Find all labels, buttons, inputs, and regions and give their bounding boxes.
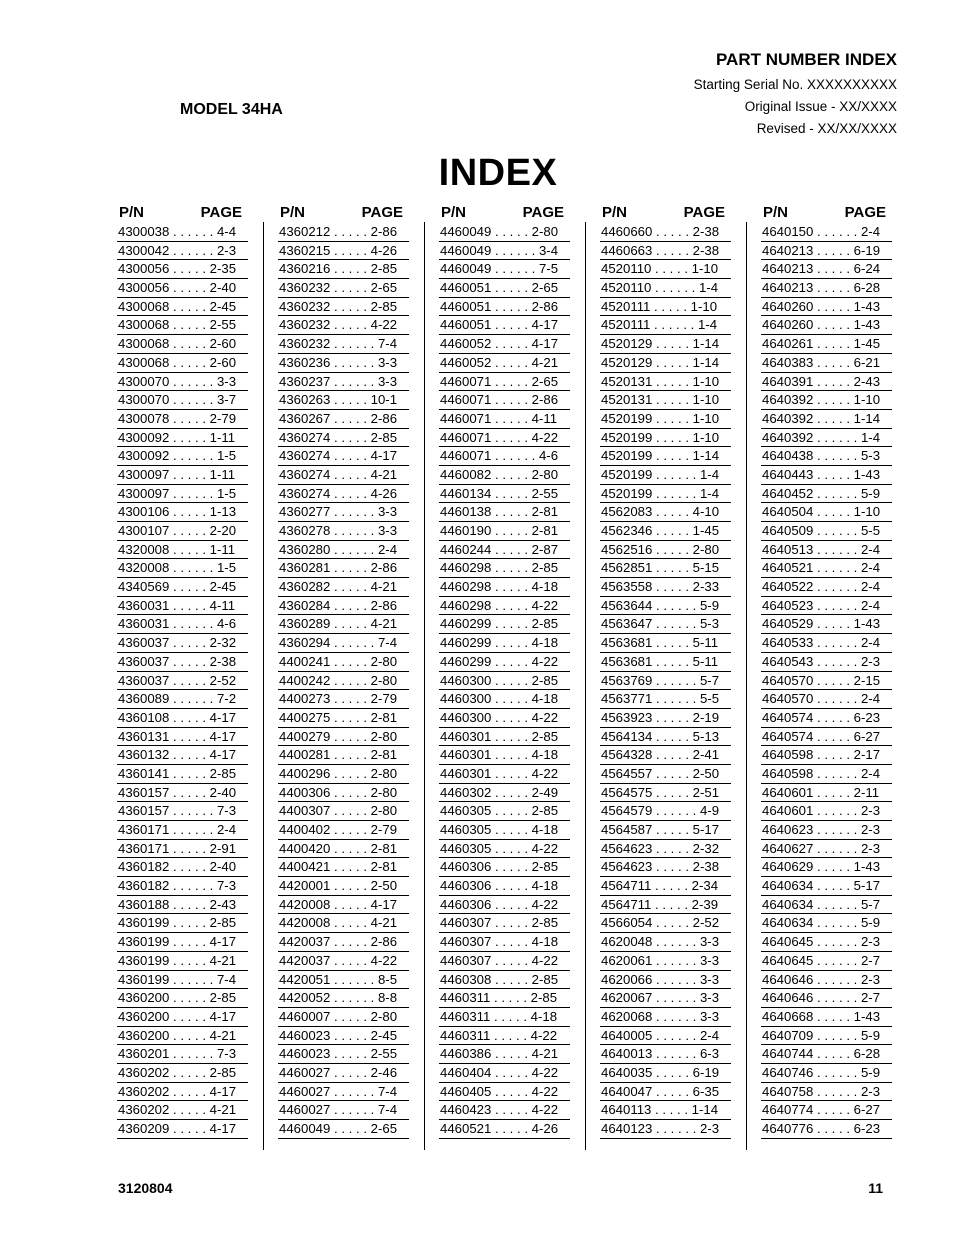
index-entry: 4300068 . . . . . 2-45 bbox=[117, 298, 248, 317]
index-entry: 4640513 . . . . . . 2-4 bbox=[761, 541, 892, 560]
index-entry: 4564579 . . . . . . 4-9 bbox=[600, 802, 731, 821]
index-entry: 4460660 . . . . . 2-38 bbox=[600, 223, 731, 242]
index-entry: 4460298 . . . . . 4-22 bbox=[439, 597, 570, 616]
index-entry: 4460300 . . . . . 4-22 bbox=[439, 709, 570, 728]
index-entry: 4460300 . . . . . 4-18 bbox=[439, 690, 570, 709]
column-header-pn: P/N bbox=[763, 204, 789, 221]
index-entry: 4640645 . . . . . . 2-7 bbox=[761, 952, 892, 971]
index-entry: 4640709 . . . . . . 5-9 bbox=[761, 1027, 892, 1046]
index-entry: 4360278 . . . . . . 3-3 bbox=[278, 522, 409, 541]
index-entry: 4360209 . . . . . 4-17 bbox=[117, 1120, 248, 1139]
index-column bbox=[761, 203, 892, 1139]
index-entry: 4640634 . . . . . 5-17 bbox=[761, 877, 892, 896]
index-entry: 4300092 . . . . . 1-11 bbox=[117, 429, 248, 448]
index-entry: 4460306 . . . . . 4-22 bbox=[439, 896, 570, 915]
index-entry: 4360289 . . . . . 4-21 bbox=[278, 615, 409, 634]
index-entry: 4460305 . . . . . 4-18 bbox=[439, 821, 570, 840]
index-entry: 4520131 . . . . . 1-10 bbox=[600, 373, 731, 392]
index-entry: 4420052 . . . . . . 8-8 bbox=[278, 989, 409, 1008]
index-entry: 4360157 . . . . . . 7-3 bbox=[117, 802, 248, 821]
index-entry: 4360141 . . . . . 2-85 bbox=[117, 765, 248, 784]
index-entry: 4562851 . . . . . 5-15 bbox=[600, 559, 731, 578]
index-entry: 4360182 . . . . . . 7-3 bbox=[117, 877, 248, 896]
index-entry: 4400281 . . . . . 2-81 bbox=[278, 746, 409, 765]
index-entry: 4360236 . . . . . . 3-3 bbox=[278, 354, 409, 373]
index-entry: 4460307 . . . . . 2-85 bbox=[439, 914, 570, 933]
index-entry: 4564328 . . . . . 2-41 bbox=[600, 746, 731, 765]
column-header bbox=[761, 203, 892, 223]
index-entry: 4460521 . . . . . 4-26 bbox=[439, 1120, 570, 1139]
index-entry: 4640452 . . . . . . 5-9 bbox=[761, 485, 892, 504]
column-header bbox=[600, 203, 731, 223]
index-entry: 4300097 . . . . . 1-11 bbox=[117, 466, 248, 485]
index-entry: 4460302 . . . . . 2-49 bbox=[439, 784, 570, 803]
column-header-page: PAGE bbox=[200, 204, 242, 221]
index-entry: 4360274 . . . . . 2-85 bbox=[278, 429, 409, 448]
index-entry: 4460052 . . . . . 4-17 bbox=[439, 335, 570, 354]
index-entry: 4360037 . . . . . 2-52 bbox=[117, 672, 248, 691]
index-entry: 4460138 . . . . . 2-81 bbox=[439, 503, 570, 522]
header-revised: Revised - XX/XX/XXXX bbox=[756, 121, 897, 136]
index-entry: 4300070 . . . . . . 3-3 bbox=[117, 373, 248, 392]
index-entry: 4360282 . . . . . 4-21 bbox=[278, 578, 409, 597]
index-entry: 4640574 . . . . . 6-23 bbox=[761, 709, 892, 728]
index-entry: 4563769 . . . . . . 5-7 bbox=[600, 672, 731, 691]
index-entry: 4460071 . . . . . 2-86 bbox=[439, 391, 570, 410]
index-entry: 4360277 . . . . . . 3-3 bbox=[278, 503, 409, 522]
index-entry: 4460027 . . . . . . 7-4 bbox=[278, 1083, 409, 1102]
index-entry: 4360031 . . . . . 4-11 bbox=[117, 597, 248, 616]
index-entry: 4420037 . . . . . 4-22 bbox=[278, 952, 409, 971]
header-title: PART NUMBER INDEX bbox=[715, 50, 897, 69]
index-entry: 4563681 . . . . . 5-11 bbox=[600, 653, 731, 672]
index-entry: 4620066 . . . . . . 3-3 bbox=[600, 971, 731, 990]
column-divider bbox=[585, 222, 586, 1150]
index-entry: 4360132 . . . . . 4-17 bbox=[117, 746, 248, 765]
index-entry: 4300106 . . . . . 1-13 bbox=[117, 503, 248, 522]
index-entry: 4360232 . . . . . 4-22 bbox=[278, 316, 409, 335]
index-entry: 4360200 . . . . . 2-85 bbox=[117, 989, 248, 1008]
index-entry: 4640634 . . . . . . 5-7 bbox=[761, 896, 892, 915]
index-entry: 4640438 . . . . . . 5-3 bbox=[761, 447, 892, 466]
index-entry: 4520111 . . . . . 1-10 bbox=[600, 298, 731, 317]
index-entry: 4460299 . . . . . 4-18 bbox=[439, 634, 570, 653]
index-entry: 4460311 . . . . . 4-22 bbox=[439, 1027, 570, 1046]
index-entry: 4360199 . . . . . 4-21 bbox=[117, 952, 248, 971]
index-entry: 4640013 . . . . . . 6-3 bbox=[600, 1045, 731, 1064]
index-entry: 4460299 . . . . . 2-85 bbox=[439, 615, 570, 634]
column-header-page: PAGE bbox=[522, 204, 564, 221]
index-entry: 4640601 . . . . . . 2-3 bbox=[761, 802, 892, 821]
index-entry: 4360284 . . . . . 2-86 bbox=[278, 597, 409, 616]
index-entry: 4564587 . . . . . 5-17 bbox=[600, 821, 731, 840]
index-entry: 4640598 . . . . . 2-17 bbox=[761, 746, 892, 765]
index-entry: 4520110 . . . . . . 1-4 bbox=[600, 279, 731, 298]
index-entry: 4562346 . . . . . 1-45 bbox=[600, 522, 731, 541]
index-entry: 4640746 . . . . . . 5-9 bbox=[761, 1064, 892, 1083]
index-entry: 4640521 . . . . . . 2-4 bbox=[761, 559, 892, 578]
index-entry: 4460134 . . . . . 2-55 bbox=[439, 485, 570, 504]
footer-doc-number: 3120804 bbox=[118, 1180, 173, 1196]
model-label: MODEL 34HA bbox=[180, 101, 283, 118]
index-entry: 4360294 . . . . . . 7-4 bbox=[278, 634, 409, 653]
index-column bbox=[600, 203, 731, 1139]
index-entry: 4420008 . . . . . 4-17 bbox=[278, 896, 409, 915]
index-entry: 4360037 . . . . . 2-38 bbox=[117, 653, 248, 672]
index-entry: 4460311 . . . . . 4-18 bbox=[439, 1008, 570, 1027]
index-entry: 4640598 . . . . . . 2-4 bbox=[761, 765, 892, 784]
index-entry: 4640392 . . . . . 1-14 bbox=[761, 410, 892, 429]
index-entry: 4360280 . . . . . . 2-4 bbox=[278, 541, 409, 560]
index-entry: 4320008 . . . . . 1-11 bbox=[117, 541, 248, 560]
index-entry: 4300068 . . . . . 2-55 bbox=[117, 316, 248, 335]
index-entry: 4400242 . . . . . 2-80 bbox=[278, 672, 409, 691]
index-entry: 4460051 . . . . . 4-17 bbox=[439, 316, 570, 335]
column-header bbox=[278, 203, 409, 223]
index-entry: 4564134 . . . . . 5-13 bbox=[600, 728, 731, 747]
column-header-page: PAGE bbox=[683, 204, 725, 221]
index-entry: 4460663 . . . . . 2-38 bbox=[600, 242, 731, 261]
index-entry: 4460052 . . . . . 4-21 bbox=[439, 354, 570, 373]
index-entry: 4620061 . . . . . . 3-3 bbox=[600, 952, 731, 971]
index-entry: 4640645 . . . . . . 2-3 bbox=[761, 933, 892, 952]
index-entry: 4460307 . . . . . 4-22 bbox=[439, 952, 570, 971]
index-entry: 4640533 . . . . . . 2-4 bbox=[761, 634, 892, 653]
index-entry: 4420037 . . . . . 2-86 bbox=[278, 933, 409, 952]
column-header-page: PAGE bbox=[844, 204, 886, 221]
index-entry: 4520199 . . . . . . 1-4 bbox=[600, 485, 731, 504]
index-entry: 4460049 . . . . . 2-80 bbox=[439, 223, 570, 242]
index-entry: 4360274 . . . . . 4-17 bbox=[278, 447, 409, 466]
column-header bbox=[439, 203, 570, 223]
index-entry: 4640005 . . . . . . 2-4 bbox=[600, 1027, 731, 1046]
index-entry: 4520110 . . . . . 1-10 bbox=[600, 260, 731, 279]
index-entry: 4563647 . . . . . . 5-3 bbox=[600, 615, 731, 634]
index-entry: 4460023 . . . . . 2-45 bbox=[278, 1027, 409, 1046]
index-entry: 4300107 . . . . . 2-20 bbox=[117, 522, 248, 541]
index-entry: 4564623 . . . . . 2-38 bbox=[600, 858, 731, 877]
index-entry: 4400306 . . . . . 2-80 bbox=[278, 784, 409, 803]
index-entry: 4640123 . . . . . . 2-3 bbox=[600, 1120, 731, 1139]
index-entry: 4300056 . . . . . 2-35 bbox=[117, 260, 248, 279]
index-entry: 4640443 . . . . . 1-43 bbox=[761, 466, 892, 485]
index-entry: 4460071 . . . . . 4-11 bbox=[439, 410, 570, 429]
index-entry: 4460308 . . . . . 2-85 bbox=[439, 971, 570, 990]
index-entry: 4640035 . . . . . 6-19 bbox=[600, 1064, 731, 1083]
index-entry: 4320008 . . . . . . 1-5 bbox=[117, 559, 248, 578]
index-entry: 4360274 . . . . . 4-21 bbox=[278, 466, 409, 485]
index-entry: 4460306 . . . . . 2-85 bbox=[439, 858, 570, 877]
index-entry: 4640260 . . . . . 1-43 bbox=[761, 298, 892, 317]
index-entry: 4360237 . . . . . . 3-3 bbox=[278, 373, 409, 392]
index-entry: 4562083 . . . . . 4-10 bbox=[600, 503, 731, 522]
index-entry: 4460305 . . . . . 2-85 bbox=[439, 802, 570, 821]
index-entry: 4460306 . . . . . 4-18 bbox=[439, 877, 570, 896]
index-entry: 4460301 . . . . . 4-18 bbox=[439, 746, 570, 765]
index-entry: 4640213 . . . . . 6-19 bbox=[761, 242, 892, 261]
index-entry: 4460051 . . . . . 2-65 bbox=[439, 279, 570, 298]
index-entry: 4564711 . . . . . 2-39 bbox=[600, 896, 731, 915]
index-entry: 4640391 . . . . . 2-43 bbox=[761, 373, 892, 392]
index-entry: 4360215 . . . . . 4-26 bbox=[278, 242, 409, 261]
index-entry: 4400296 . . . . . 2-80 bbox=[278, 765, 409, 784]
index-entry: 4360202 . . . . . 4-17 bbox=[117, 1083, 248, 1102]
index-entry: 4520129 . . . . . 1-14 bbox=[600, 335, 731, 354]
index-entry: 4360232 . . . . . 2-85 bbox=[278, 298, 409, 317]
index-entry: 4640392 . . . . . . 1-4 bbox=[761, 429, 892, 448]
index-entry: 4460190 . . . . . 2-81 bbox=[439, 522, 570, 541]
index-entry: 4460301 . . . . . 4-22 bbox=[439, 765, 570, 784]
index-entry: 4460071 . . . . . 2-65 bbox=[439, 373, 570, 392]
index-entry: 4563771 . . . . . . 5-5 bbox=[600, 690, 731, 709]
index-entry: 4562516 . . . . . 2-80 bbox=[600, 541, 731, 560]
index-entry: 4460405 . . . . . 4-22 bbox=[439, 1083, 570, 1102]
index-entry: 4400420 . . . . . 2-81 bbox=[278, 840, 409, 859]
index-entry: 4460049 . . . . . . 7-5 bbox=[439, 260, 570, 279]
index-entry: 4300097 . . . . . . 1-5 bbox=[117, 485, 248, 504]
index-entry: 4520199 . . . . . . 1-4 bbox=[600, 466, 731, 485]
index-entry: 4360171 . . . . . 2-91 bbox=[117, 840, 248, 859]
header-original-issue: Original Issue - XX/XXXX bbox=[744, 99, 897, 114]
index-entry: 4640261 . . . . . 1-45 bbox=[761, 335, 892, 354]
index-entry: 4520131 . . . . . 1-10 bbox=[600, 391, 731, 410]
index-entry: 4460299 . . . . . 4-22 bbox=[439, 653, 570, 672]
index-entry: 4564557 . . . . . 2-50 bbox=[600, 765, 731, 784]
column-header-pn: P/N bbox=[602, 204, 628, 221]
index-entry: 4520129 . . . . . 1-14 bbox=[600, 354, 731, 373]
index-entry: 4360171 . . . . . . 2-4 bbox=[117, 821, 248, 840]
index-entry: 4400402 . . . . . 2-79 bbox=[278, 821, 409, 840]
index-entry: 4360199 . . . . . 4-17 bbox=[117, 933, 248, 952]
index-entry: 4300070 . . . . . . 3-7 bbox=[117, 391, 248, 410]
index-entry: 4360037 . . . . . 2-32 bbox=[117, 634, 248, 653]
index-entry: 4460300 . . . . . 2-85 bbox=[439, 672, 570, 691]
index-entry: 4360281 . . . . . 2-86 bbox=[278, 559, 409, 578]
index-entry: 4640570 . . . . . . 2-4 bbox=[761, 690, 892, 709]
index-entry: 4360199 . . . . . 2-85 bbox=[117, 914, 248, 933]
index-entry: 4360274 . . . . . 4-26 bbox=[278, 485, 409, 504]
index-entry: 4460305 . . . . . 4-22 bbox=[439, 840, 570, 859]
index-entry: 4460298 . . . . . 4-18 bbox=[439, 578, 570, 597]
index-entry: 4460301 . . . . . 2-85 bbox=[439, 728, 570, 747]
index-entry: 4640047 . . . . . 6-35 bbox=[600, 1083, 731, 1102]
index-entry: 4460023 . . . . . 2-55 bbox=[278, 1045, 409, 1064]
index-entry: 4360212 . . . . . 2-86 bbox=[278, 223, 409, 242]
index-entry: 4564711 . . . . . 2-34 bbox=[600, 877, 731, 896]
index-entry: 4340569 . . . . . 2-45 bbox=[117, 578, 248, 597]
index-entry: 4420051 . . . . . . 8-5 bbox=[278, 971, 409, 990]
index-entry: 4564575 . . . . . 2-51 bbox=[600, 784, 731, 803]
index-entry: 4640543 . . . . . . 2-3 bbox=[761, 653, 892, 672]
index-entry: 4360267 . . . . . 2-86 bbox=[278, 410, 409, 429]
index-entry: 4640629 . . . . . 1-43 bbox=[761, 858, 892, 877]
column-header bbox=[117, 203, 248, 223]
index-entry: 4360263 . . . . . 10-1 bbox=[278, 391, 409, 410]
index-entry: 4640646 . . . . . . 2-3 bbox=[761, 971, 892, 990]
index-entry: 4620067 . . . . . . 3-3 bbox=[600, 989, 731, 1008]
index-entry: 4360089 . . . . . . 7-2 bbox=[117, 690, 248, 709]
index-entry: 4360202 . . . . . 4-21 bbox=[117, 1101, 248, 1120]
index-entry: 4640529 . . . . . 1-43 bbox=[761, 615, 892, 634]
index-entry: 4640623 . . . . . . 2-3 bbox=[761, 821, 892, 840]
index-column bbox=[439, 203, 570, 1139]
column-divider bbox=[263, 222, 264, 1150]
index-entry: 4640522 . . . . . . 2-4 bbox=[761, 578, 892, 597]
index-entry: 4360031 . . . . . . 4-6 bbox=[117, 615, 248, 634]
column-divider bbox=[746, 222, 747, 1150]
index-entry: 4640523 . . . . . . 2-4 bbox=[761, 597, 892, 616]
index-entry: 4640758 . . . . . . 2-3 bbox=[761, 1083, 892, 1102]
index-entry: 4360232 . . . . . . 7-4 bbox=[278, 335, 409, 354]
index-entry: 4460051 . . . . . 2-86 bbox=[439, 298, 570, 317]
index-entry: 4563644 . . . . . . 5-9 bbox=[600, 597, 731, 616]
index-entry: 4400421 . . . . . 2-81 bbox=[278, 858, 409, 877]
index-entry: 4520199 . . . . . 1-10 bbox=[600, 429, 731, 448]
index-entry: 4460027 . . . . . . 7-4 bbox=[278, 1101, 409, 1120]
index-entry: 4360188 . . . . . 2-43 bbox=[117, 896, 248, 915]
index-entry: 4520199 . . . . . 1-10 bbox=[600, 410, 731, 429]
index-entry: 4640570 . . . . . 2-15 bbox=[761, 672, 892, 691]
index-entry: 4460311 . . . . . 2-85 bbox=[439, 989, 570, 1008]
index-entry: 4640774 . . . . . 6-27 bbox=[761, 1101, 892, 1120]
column-header-page: PAGE bbox=[361, 204, 403, 221]
index-entry: 4640509 . . . . . . 5-5 bbox=[761, 522, 892, 541]
index-entry: 4360182 . . . . . 2-40 bbox=[117, 858, 248, 877]
index-entry: 4640744 . . . . . 6-28 bbox=[761, 1045, 892, 1064]
index-entry: 4460071 . . . . . . 4-6 bbox=[439, 447, 570, 466]
index-column bbox=[117, 203, 248, 1139]
index-entry: 4360157 . . . . . 2-40 bbox=[117, 784, 248, 803]
index-entry: 4460307 . . . . . 4-18 bbox=[439, 933, 570, 952]
index-entry: 4640574 . . . . . 6-27 bbox=[761, 728, 892, 747]
index-entry: 4460071 . . . . . 4-22 bbox=[439, 429, 570, 448]
index-entry: 4640634 . . . . . . 5-9 bbox=[761, 914, 892, 933]
index-entry: 4300056 . . . . . 2-40 bbox=[117, 279, 248, 298]
index-entry: 4520199 . . . . . 1-14 bbox=[600, 447, 731, 466]
index-entry: 4640113 . . . . . 1-14 bbox=[600, 1101, 731, 1120]
index-entry: 4400275 . . . . . 2-81 bbox=[278, 709, 409, 728]
index-entry: 4620048 . . . . . . 3-3 bbox=[600, 933, 731, 952]
header-serial: Starting Serial No. XXXXXXXXXX bbox=[693, 77, 897, 92]
index-entry: 4640392 . . . . . 1-10 bbox=[761, 391, 892, 410]
index-entry: 4460082 . . . . . 2-80 bbox=[439, 466, 570, 485]
index-entry: 4460007 . . . . . 2-80 bbox=[278, 1008, 409, 1027]
index-entry: 4566054 . . . . . 2-52 bbox=[600, 914, 731, 933]
index-entry: 4420001 . . . . . 2-50 bbox=[278, 877, 409, 896]
index-entry: 4300078 . . . . . 2-79 bbox=[117, 410, 248, 429]
index-entry: 4300068 . . . . . 2-60 bbox=[117, 335, 248, 354]
index-entry: 4460298 . . . . . 2-85 bbox=[439, 559, 570, 578]
column-header-pn: P/N bbox=[280, 204, 306, 221]
index-title: INDEX bbox=[438, 152, 558, 194]
index-entry: 4460244 . . . . . 2-87 bbox=[439, 541, 570, 560]
index-entry: 4640646 . . . . . . 2-7 bbox=[761, 989, 892, 1008]
index-entry: 4360201 . . . . . . 7-3 bbox=[117, 1045, 248, 1064]
index-entry: 4520111 . . . . . . 1-4 bbox=[600, 316, 731, 335]
index-entry: 4420008 . . . . . 4-21 bbox=[278, 914, 409, 933]
index-column bbox=[278, 203, 409, 1139]
index-entry: 4640601 . . . . . 2-11 bbox=[761, 784, 892, 803]
index-entry: 4400241 . . . . . 2-80 bbox=[278, 653, 409, 672]
index-entry: 4400279 . . . . . 2-80 bbox=[278, 728, 409, 747]
index-entry: 4640668 . . . . . 1-43 bbox=[761, 1008, 892, 1027]
index-entry: 4640504 . . . . . 1-10 bbox=[761, 503, 892, 522]
index-entry: 4300038 . . . . . . 4-4 bbox=[117, 223, 248, 242]
index-entry: 4300068 . . . . . 2-60 bbox=[117, 354, 248, 373]
index-entry: 4400273 . . . . . 2-79 bbox=[278, 690, 409, 709]
index-entry: 4640213 . . . . . 6-28 bbox=[761, 279, 892, 298]
index-entry: 4563681 . . . . . 5-11 bbox=[600, 634, 731, 653]
footer-page-number: 11 bbox=[868, 1180, 883, 1196]
index-entry: 4360216 . . . . . 2-85 bbox=[278, 260, 409, 279]
index-entry: 4640627 . . . . . . 2-3 bbox=[761, 840, 892, 859]
index-entry: 4400307 . . . . . 2-80 bbox=[278, 802, 409, 821]
index-entry: 4360108 . . . . . 4-17 bbox=[117, 709, 248, 728]
index-entry: 4460386 . . . . . 4-21 bbox=[439, 1045, 570, 1064]
index-entry: 4360200 . . . . . 4-17 bbox=[117, 1008, 248, 1027]
index-entry: 4360199 . . . . . . 7-4 bbox=[117, 971, 248, 990]
index-entry: 4640260 . . . . . 1-43 bbox=[761, 316, 892, 335]
index-entry: 4620068 . . . . . . 3-3 bbox=[600, 1008, 731, 1027]
index-entry: 4640776 . . . . . 6-23 bbox=[761, 1120, 892, 1139]
index-entry: 4360202 . . . . . 2-85 bbox=[117, 1064, 248, 1083]
index-entry: 4640383 . . . . . 6-21 bbox=[761, 354, 892, 373]
index-entry: 4563558 . . . . . 2-33 bbox=[600, 578, 731, 597]
index-entry: 4563923 . . . . . 2-19 bbox=[600, 709, 731, 728]
index-entry: 4640213 . . . . . 6-24 bbox=[761, 260, 892, 279]
index-entry: 4360200 . . . . . 4-21 bbox=[117, 1027, 248, 1046]
column-divider bbox=[424, 222, 425, 1150]
index-entry: 4564623 . . . . . 2-32 bbox=[600, 840, 731, 859]
index-entry: 4460423 . . . . . 4-22 bbox=[439, 1101, 570, 1120]
index-entry: 4460027 . . . . . 2-46 bbox=[278, 1064, 409, 1083]
column-header-pn: P/N bbox=[119, 204, 145, 221]
index-entry: 4460404 . . . . . 4-22 bbox=[439, 1064, 570, 1083]
index-entry: 4360131 . . . . . 4-17 bbox=[117, 728, 248, 747]
column-header-pn: P/N bbox=[441, 204, 467, 221]
index-entry: 4300092 . . . . . . 1-5 bbox=[117, 447, 248, 466]
index-entry: 4300042 . . . . . . 2-3 bbox=[117, 242, 248, 261]
index-entry: 4360232 . . . . . 2-65 bbox=[278, 279, 409, 298]
index-entry: 4460049 . . . . . . 3-4 bbox=[439, 242, 570, 261]
index-entry: 4640150 . . . . . . 2-4 bbox=[761, 223, 892, 242]
index-entry: 4460049 . . . . . 2-65 bbox=[278, 1120, 409, 1139]
